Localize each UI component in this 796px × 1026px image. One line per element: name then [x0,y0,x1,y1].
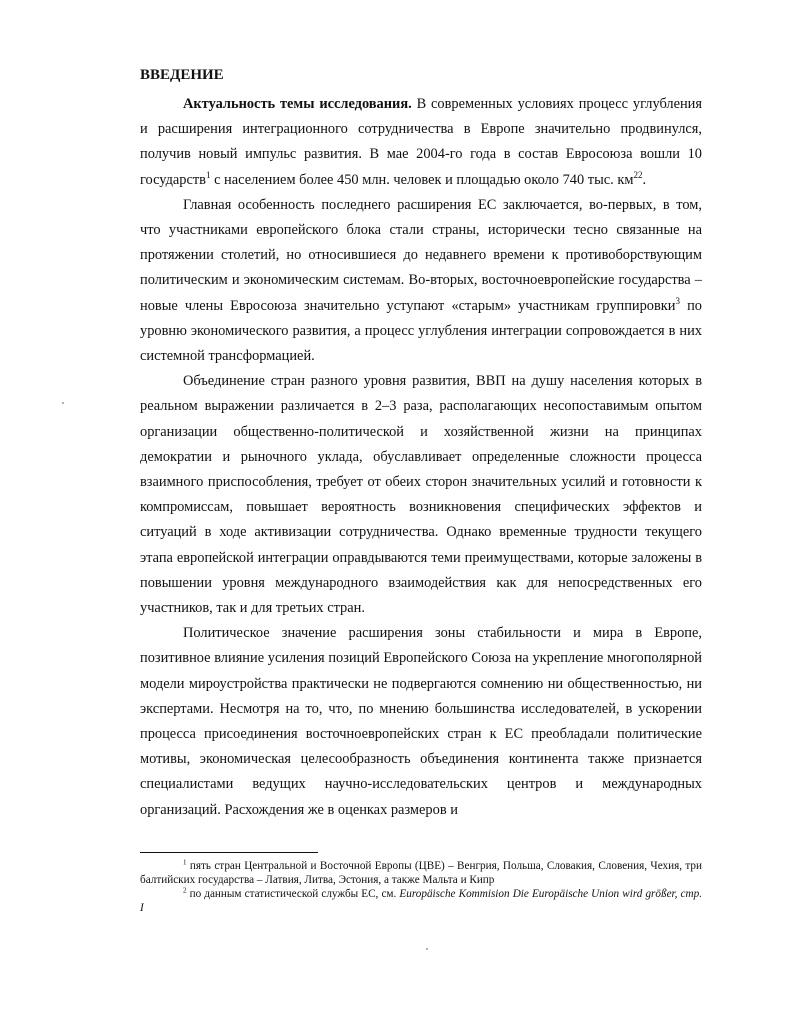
footnote-ref: 2 [637,169,643,180]
relevance-lead: Актуальность темы исследования. [183,96,412,112]
footnotes [140,852,702,915]
footnote-text: пять стран Центральной и Восточной Европы (ЦВЕ) – Венгрия, Польша, Словакия, Словения, Чехия, три балтийских государства – Латвия, Литва, Эстония, а также Мальта и Кипр [140,860,702,886]
footnote-number: 2 [183,886,187,895]
footnote-number: 1 [183,858,187,867]
paragraph-text: В современных условиях процесс углубления и расширения интеграционного сотрудничества в Европе значительно продвинулся, получив новый импульс развития. В мае 2004-го года в состав Евросоюза вошли 10 государств [140,96,702,188]
paragraph-integration: Объединение стран разного уровня развития, ВВП на душу населения которых в реальном выражении различается в 2–3 раза, располагающих несопоставимым опытом организации общественно-политической и хозяйственной жизни на принципах демократии и рыночного уклада, обуславливает определенные сложности процесса взаимного приспособления, требует от обеих сторон значительных усилий и готовности к компромиссам, повышает вероятность возникновения специфических эффектов и ситуаций в ходе активизации сотрудничества. Однако временные трудности текущего этапа европейской интеграции оправдываются теми преимуществами, которые заложены в повышении уровня международного взаимодействия как для непосредственных его участников, так и для третьих стран. [140,373,702,617]
paragraph-text: по уровню экономического развития, а процесс углубления интеграции сопровождается в них системной трансформацией. [140,297,702,365]
paragraph-relevance [140,92,702,193]
footnote-2 [140,887,702,915]
footnote-text: по данным статистической службы ЕС, см. [186,888,400,900]
footnote-1 [140,859,702,887]
footnote-ref: 3 [675,295,680,306]
footnote-source: Europäische Kommision Die Europäische Union wird größer, стр. I [140,888,702,914]
paragraph-text: Главная особенность последнего расширения ЕС заключается, во-первых, в том, что участниками европейского блока стали страны, исторически тесно связанные на протяжении столетий, но относившиеся до недавнего времени к противоборствующим политическим и экономическим системам. Во-вторых, восточноевропейские государства – новые члены Евросоюза значительно уступают «старым» участникам группировки [140,196,702,314]
footnote-divider [140,852,318,853]
paragraph-enlargement [140,193,702,369]
paragraph-text: с населением более 450 млн. человек и площадью около 740 тыс. км [210,171,634,188]
paragraph-political: Политическое значение расширения зоны стабильности и мира в Европе, позитивное влияние усиления позиций Европейского Союза на укрепление многополярной модели мироустройства практически не подвергаются сомнению ни общественностью, ни экспертами. Несмотря на то, что, по мнению большинства исследователей, в ускорении процесса присоединения восточноевропейских стран к ЕС преобладали политические мотивы, экономическая целесообразность объединения континента также признается специалистами ведущих научно-исследовательских центров и международных организаций. Расхождения же в оценках размеров и [140,625,702,818]
main-text [140,64,702,823]
scan-speck [62,402,64,404]
footnote-ref: 1 [205,169,211,180]
superscript: 2 [633,169,638,180]
paragraph-text: . [642,171,647,188]
page-title: ВВЕДЕНИЕ [140,67,224,83]
scan-speck [426,948,428,950]
